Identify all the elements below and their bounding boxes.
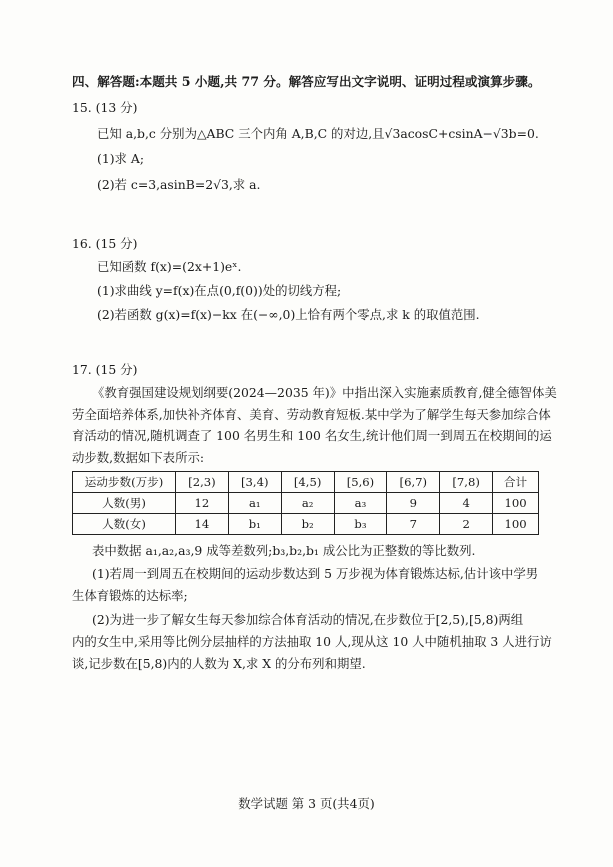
q17-part2-line: 内的女生中,采用等比例分层抽样的方法抽取 10 人,现从这 10 人中随机抽取 3 人进行访 (72, 634, 552, 649)
q17-part2-line: 谈,记步数在[5,8)内的人数为 X,求 X 的分布列和期望. (72, 656, 366, 671)
table-header-cell: [5,6) (334, 472, 387, 493)
table-cell: 2 (440, 514, 493, 535)
table-header-cell: [7,8) (440, 472, 493, 493)
q15-stem: 已知 a,b,c 分别为△ABC 三个内角 A,B,C 的对边,且√3acosC+csinA−√3b=0. (97, 126, 539, 141)
q17-part1-line: (1)若周一到周五在校期间的运动步数达到 5 万步视为体育锻炼达标,估计该中学男 (92, 566, 539, 581)
table-cell: 人数(男) (73, 493, 176, 514)
q16-part1: (1)求曲线 y=f(x)在点(0,f(0))处的切线方程; (97, 283, 342, 298)
section-header: 四、解答题:本题共 5 小题,共 77 分。解答应写出文字说明、证明过程或演算步骤。 (72, 74, 541, 89)
q16-stem: 已知函数 f(x)=(2x+1)eˣ. (97, 259, 242, 274)
table-cell: 9 (387, 493, 440, 514)
table-header-cell: 合计 (493, 472, 539, 493)
table-cell: 7 (387, 514, 440, 535)
q15-part1: (1)求 A; (97, 151, 145, 166)
table-cell: 100 (493, 514, 539, 535)
table-header-cell: [3,4) (228, 472, 281, 493)
step-count-table (72, 471, 539, 535)
q17-para-line: 劳全面培养体系,加快补齐体育、美育、劳动教育短板.某中学为了解学生每天参加综合体 (72, 407, 551, 422)
table-cell: a₂ (281, 493, 334, 514)
q17-part1-line: 生体育锻炼的达标率; (72, 588, 188, 603)
q17-part2-line: (2)为进一步了解女生每天参加综合体育活动的情况,在步数位于[2,5),[5,8)两组 (92, 612, 524, 627)
q15-number: 15. (13 分) (72, 100, 138, 115)
table-row (73, 514, 539, 535)
q17-number: 17. (15 分) (72, 362, 138, 377)
table-cell: 4 (440, 493, 493, 514)
table-cell: 人数(女) (73, 514, 176, 535)
page-footer: 数学试题 第 3 页(共4页) (238, 796, 375, 811)
table-cell: a₃ (334, 493, 387, 514)
table-cell: 14 (176, 514, 229, 535)
table-cell: 100 (493, 493, 539, 514)
q17-para-line: 动步数,数据如下表所示: (72, 450, 205, 465)
table-cell: b₃ (334, 514, 387, 535)
q17-para-line: 《教育强国建设规划纲要(2024—2035 年)》中指出深入实施素质教育,健全德智体美 (92, 385, 557, 400)
q16-part2: (2)若函数 g(x)=f(x)−kx 在(−∞,0)上恰有两个零点,求 k 的取值范围. (97, 307, 480, 322)
table-row (73, 493, 539, 514)
table-cell: b₂ (281, 514, 334, 535)
table-cell: 12 (176, 493, 229, 514)
table-header-cell: 运动步数(万步) (73, 472, 176, 493)
table-header-row (73, 472, 539, 493)
q17-note: 表中数据 a₁,a₂,a₃,9 成等差数列;b₃,b₂,b₁ 成公比为正整数的等比数列. (92, 543, 476, 558)
table-cell: a₁ (228, 493, 281, 514)
table-cell: b₁ (228, 514, 281, 535)
q16-number: 16. (15 分) (72, 236, 138, 251)
table-header-cell: [2,3) (176, 472, 229, 493)
q15-part2: (2)若 c=3,asinB=2√3,求 a. (97, 177, 261, 192)
table-header-cell: [4,5) (281, 472, 334, 493)
table-header-cell: [6,7) (387, 472, 440, 493)
q17-para-line: 育活动的情况,随机调查了 100 名男生和 100 名女生,统计他们周一到周五在校期间的运 (72, 428, 552, 443)
